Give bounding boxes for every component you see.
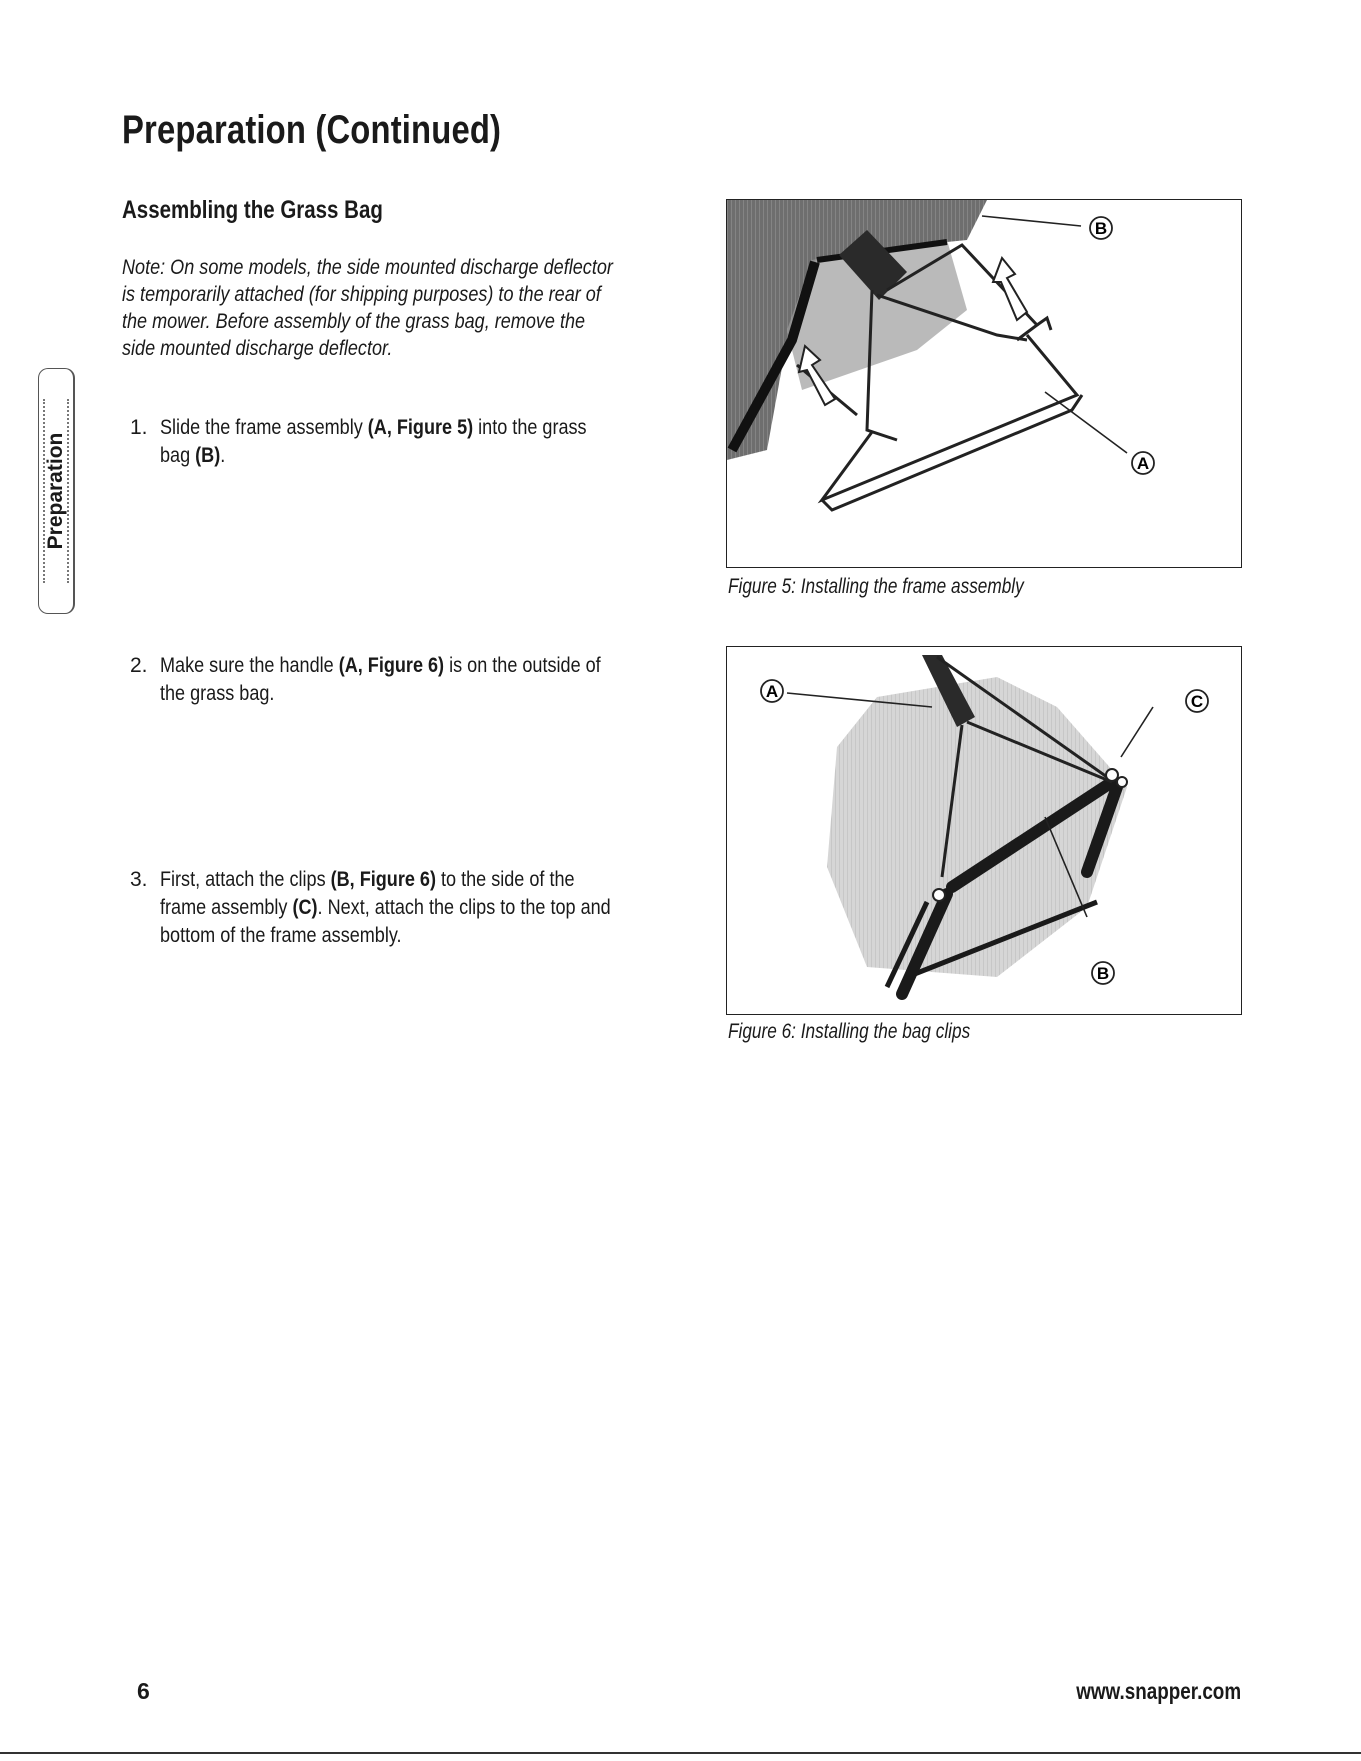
callout-b <box>1092 962 1114 984</box>
note-paragraph <box>122 254 682 362</box>
step-line: First, attach the clips (B, Figure 6) to the side of the <box>160 868 575 891</box>
step-line: bottom of the frame assembly. <box>160 924 402 947</box>
step-number: 2. <box>130 654 148 677</box>
step-number: 1. <box>130 416 148 439</box>
grass-bag-shape <box>827 677 1127 977</box>
svg-text:A: A <box>765 682 779 701</box>
step-line: frame assembly (C). Next, attach the clips to the top and <box>160 896 611 919</box>
step-line: Slide the frame assembly (A, Figure 5) into the grass <box>160 416 587 439</box>
step-line: Make sure the handle (A, Figure 6) is on the outside of <box>160 654 601 677</box>
footer-url[interactable]: www.snapper.com <box>1076 1678 1241 1704</box>
side-section-tab <box>38 368 75 614</box>
svg-text:A: A <box>1136 454 1150 473</box>
figure-6-bag-clips <box>726 646 1242 1015</box>
figure-6-illustration <box>727 647 1241 1014</box>
svg-text:B: B <box>1094 219 1108 238</box>
note-line: is temporarily attached (for shipping purposes) to the rear of <box>122 283 601 306</box>
page-title: Preparation (Continued) <box>122 108 502 152</box>
callout-a <box>1132 452 1154 474</box>
step-line: the grass bag. <box>160 682 275 705</box>
note-line: the mower. Before assembly of the grass bag, remove the <box>122 310 586 333</box>
figure-5-caption: Figure 5: Installing the frame assembly <box>728 575 1024 598</box>
figure-5-illustration <box>727 200 1241 567</box>
page-number: 6 <box>137 1678 150 1704</box>
callout-a <box>761 680 783 702</box>
section-title: Assembling the Grass Bag <box>122 196 383 224</box>
step-number: 3. <box>130 868 148 891</box>
svg-text:C: C <box>1190 692 1204 711</box>
bottom-rule <box>0 1752 1361 1754</box>
figure-5-frame-assembly <box>726 199 1242 568</box>
callout-b <box>1090 217 1112 239</box>
callout-c <box>1186 690 1208 712</box>
note-line: side mounted discharge deflector. <box>122 337 393 360</box>
figure-6-caption: Figure 6: Installing the bag clips <box>728 1020 971 1043</box>
svg-text:B: B <box>1096 964 1110 983</box>
side-tab-label: Preparation <box>44 432 67 550</box>
note-line: Note: On some models, the side mounted discharge deflector <box>122 256 613 279</box>
step-line: bag (B). <box>160 444 226 467</box>
